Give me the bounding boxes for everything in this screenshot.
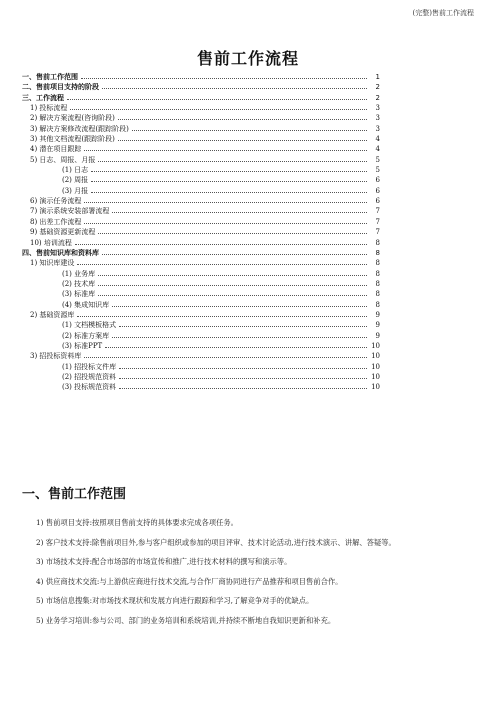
toc-leader-dots: [91, 175, 367, 182]
toc-entry-title: (3) 投标规范资料: [62, 383, 117, 392]
toc-entry-title: 四、售前知识库和资料库: [22, 248, 99, 257]
toc-entry-title: 3) 其他文档流程(跟踪阶段): [30, 135, 115, 144]
toc-entry-page: 6: [375, 186, 380, 195]
body-paragraph: 2) 客户技术支持:除售前项目外,参与客户组织或参加的项目评审、技术讨论活动,进行技术演示、讲解、答疑等。: [36, 537, 396, 547]
body-paragraph: 4) 供应商技术交流:与上游供应商进行技术交流,与合作厂商协同进行产品推荐和项目售前合作。: [36, 576, 343, 586]
toc-entry-title: 10) 培训流程: [30, 238, 72, 247]
toc-entry-title: (2) 标准方案库: [62, 331, 110, 340]
section-body: [22, 513, 474, 631]
body-paragraph: 3) 市场技术支持:配合市场部的市场宣传和推广,进行技术材料的撰写和演示等。: [36, 557, 292, 567]
toc-entry-title: (3) 标准库: [62, 290, 96, 299]
toc-leader-dots: [75, 238, 367, 245]
toc-entry-page: 9: [375, 331, 380, 340]
running-header: (完整)售前工作流程: [412, 9, 474, 17]
toc-leader-dots: [118, 134, 367, 141]
toc-leader-dots: [102, 248, 367, 255]
toc-entry[interactable]: [22, 134, 380, 144]
toc-entry[interactable]: [22, 82, 380, 92]
toc-leader-dots: [98, 155, 367, 162]
toc-leader-dots: [98, 279, 367, 286]
toc-entry[interactable]: [22, 248, 380, 258]
toc-entry-page: 10: [371, 352, 380, 361]
toc-entry[interactable]: [22, 124, 380, 134]
toc-leader-dots: [112, 300, 367, 307]
toc-leader-dots: [84, 144, 367, 151]
body-paragraph: 1) 售前项目支持:按照项目售前支持的具体要求完成各项任务。: [36, 518, 238, 527]
toc-entry-title: 2) 解决方案流程(咨询阶段): [30, 114, 115, 123]
toc-entry[interactable]: [22, 310, 380, 320]
toc-entry[interactable]: [22, 341, 380, 351]
toc-entry-title: 3) 解决方案修改流程(跟踪阶段): [30, 124, 129, 133]
toc-entry-page: 7: [375, 217, 380, 226]
toc-entry-page: 2: [375, 83, 380, 92]
toc-entry[interactable]: [22, 103, 380, 113]
toc-entry-page: 10: [371, 341, 380, 350]
toc-entry[interactable]: [22, 289, 380, 299]
toc-entry-page: 1: [375, 73, 380, 81]
toc-leader-dots: [119, 362, 367, 369]
toc-leader-dots: [119, 382, 367, 389]
toc-entry[interactable]: [22, 362, 380, 372]
toc-entry-page: 2: [375, 93, 380, 102]
toc-leader-dots: [70, 103, 367, 110]
toc-entry-title: 二、售前项目支持的阶段: [22, 83, 99, 92]
toc-entry-title: 1) 知识库建设: [30, 259, 75, 268]
toc-entry-page: 10: [371, 362, 380, 371]
toc-entry[interactable]: [22, 300, 380, 310]
toc-leader-dots: [132, 124, 367, 131]
toc-entry-page: 8: [375, 279, 380, 288]
toc-entry[interactable]: [22, 279, 380, 289]
toc-leader-dots: [119, 320, 367, 327]
toc-leader-dots: [98, 269, 367, 276]
toc-entry-page: 6: [375, 197, 380, 206]
toc-entry-page: 3: [375, 104, 380, 113]
toc-entry-title: (1) 日志: [62, 166, 89, 175]
toc-leader-dots: [91, 186, 367, 193]
toc-leader-dots: [91, 165, 367, 172]
toc-entry[interactable]: [22, 351, 380, 361]
toc-entry-page: 5: [375, 166, 380, 175]
toc-leader-dots: [67, 93, 367, 100]
toc-entry-title: 6) 演示任务流程: [30, 197, 82, 206]
toc-entry-title: 3) 招投标资料库: [30, 352, 82, 361]
toc-entry[interactable]: [22, 372, 380, 382]
toc-entry[interactable]: [22, 227, 380, 237]
toc-entry[interactable]: [22, 238, 380, 248]
toc-entry[interactable]: [22, 175, 380, 185]
toc-leader-dots: [98, 289, 367, 296]
toc-entry-page: 9: [375, 310, 380, 319]
toc-entry-title: (2) 技术库: [62, 279, 96, 288]
toc-entry[interactable]: [22, 320, 380, 330]
toc-entry-title: 9) 基础资源更新流程: [30, 228, 96, 237]
toc-entry[interactable]: [22, 144, 380, 154]
toc-leader-dots: [119, 372, 367, 379]
toc-leader-dots: [84, 217, 367, 224]
toc-entry[interactable]: [22, 206, 380, 216]
toc-entry-page: 7: [375, 207, 380, 216]
toc-entry-title: 一、售前工作范围: [22, 73, 78, 81]
toc-entry[interactable]: [22, 113, 380, 123]
toc-entry-title: 三、工作流程: [22, 93, 64, 102]
toc-entry[interactable]: [22, 196, 380, 206]
toc-entry-title: 1) 投标流程: [30, 104, 68, 113]
toc-leader-dots: [81, 72, 367, 79]
toc-entry-page: 5: [375, 155, 380, 164]
toc-leader-dots: [112, 331, 367, 338]
toc-entry-title: (2) 招投规范资料: [62, 372, 117, 381]
toc-entry-title: 7) 演示系统安装部署流程: [30, 207, 110, 216]
toc-entry-page: 3: [375, 114, 380, 123]
toc-leader-dots: [105, 341, 367, 348]
toc-entry-page: 8: [375, 238, 380, 247]
body-paragraph: 5) 市场信息搜集:对市场技术现状和发展方向进行跟踪和学习,了解竞争对手的优缺点。: [36, 596, 314, 606]
toc-entry-page: 8: [375, 248, 380, 257]
toc-entry[interactable]: [22, 165, 380, 175]
toc-entry-title: (1) 招投标文件库: [62, 362, 117, 371]
toc-entry-page: 10: [371, 372, 380, 381]
toc-entry-page: 7: [375, 228, 380, 237]
toc-entry-page: 6: [375, 176, 380, 185]
section-heading: 一、售前工作范围: [22, 487, 127, 502]
table-of-contents: [22, 72, 380, 393]
toc-entry-page: 10: [371, 383, 380, 392]
document-title: 售前工作流程: [196, 49, 299, 68]
toc-leader-dots: [77, 310, 367, 317]
toc-leader-dots: [102, 82, 367, 89]
toc-entry-page: 3: [375, 124, 380, 133]
toc-entry-title: (1) 业务库: [62, 269, 96, 278]
toc-entry-title: 8) 出差工作流程: [30, 217, 82, 226]
toc-leader-dots: [77, 258, 367, 265]
toc-entry[interactable]: [22, 269, 380, 279]
toc-entry-title: 5) 日志、周报、月报: [30, 155, 96, 164]
toc-leader-dots: [112, 206, 367, 213]
toc-entry[interactable]: [22, 93, 380, 103]
body-paragraph: 5) 业务学习培训:参与公司、部门的业务培训和系统培训,并持续不断地自我知识更新和补充。: [36, 615, 336, 625]
toc-entry[interactable]: [22, 217, 380, 227]
toc-entry[interactable]: [22, 186, 380, 196]
toc-entry-title: 2) 基础资源库: [30, 310, 75, 319]
toc-entry-page: 8: [375, 259, 380, 268]
toc-leader-dots: [84, 196, 367, 203]
toc-entry-title: (2) 周报: [62, 176, 89, 185]
toc-entry-page: 8: [375, 290, 380, 299]
toc-entry-title: (1) 文档模板格式: [62, 321, 117, 330]
toc-leader-dots: [84, 351, 367, 358]
toc-entry[interactable]: [22, 155, 380, 165]
toc-entry-page: 4: [375, 145, 380, 154]
toc-entry-page: 4: [375, 135, 380, 144]
toc-entry[interactable]: [22, 382, 380, 392]
toc-leader-dots: [98, 227, 367, 234]
toc-entry-title: (3) 月报: [62, 186, 89, 195]
toc-entry-page: 8: [375, 300, 380, 309]
toc-entry-title: (3) 标准PPT: [62, 341, 103, 350]
toc-entry[interactable]: [22, 331, 380, 341]
toc-entry[interactable]: [22, 72, 380, 82]
toc-entry-page: 9: [375, 321, 380, 330]
toc-leader-dots: [118, 113, 367, 120]
toc-entry[interactable]: [22, 258, 380, 268]
toc-entry-page: 8: [375, 269, 380, 278]
toc-entry-title: 4) 潜在项目跟踪: [30, 145, 82, 154]
toc-entry-title: (4) 集成知识库: [62, 300, 110, 309]
